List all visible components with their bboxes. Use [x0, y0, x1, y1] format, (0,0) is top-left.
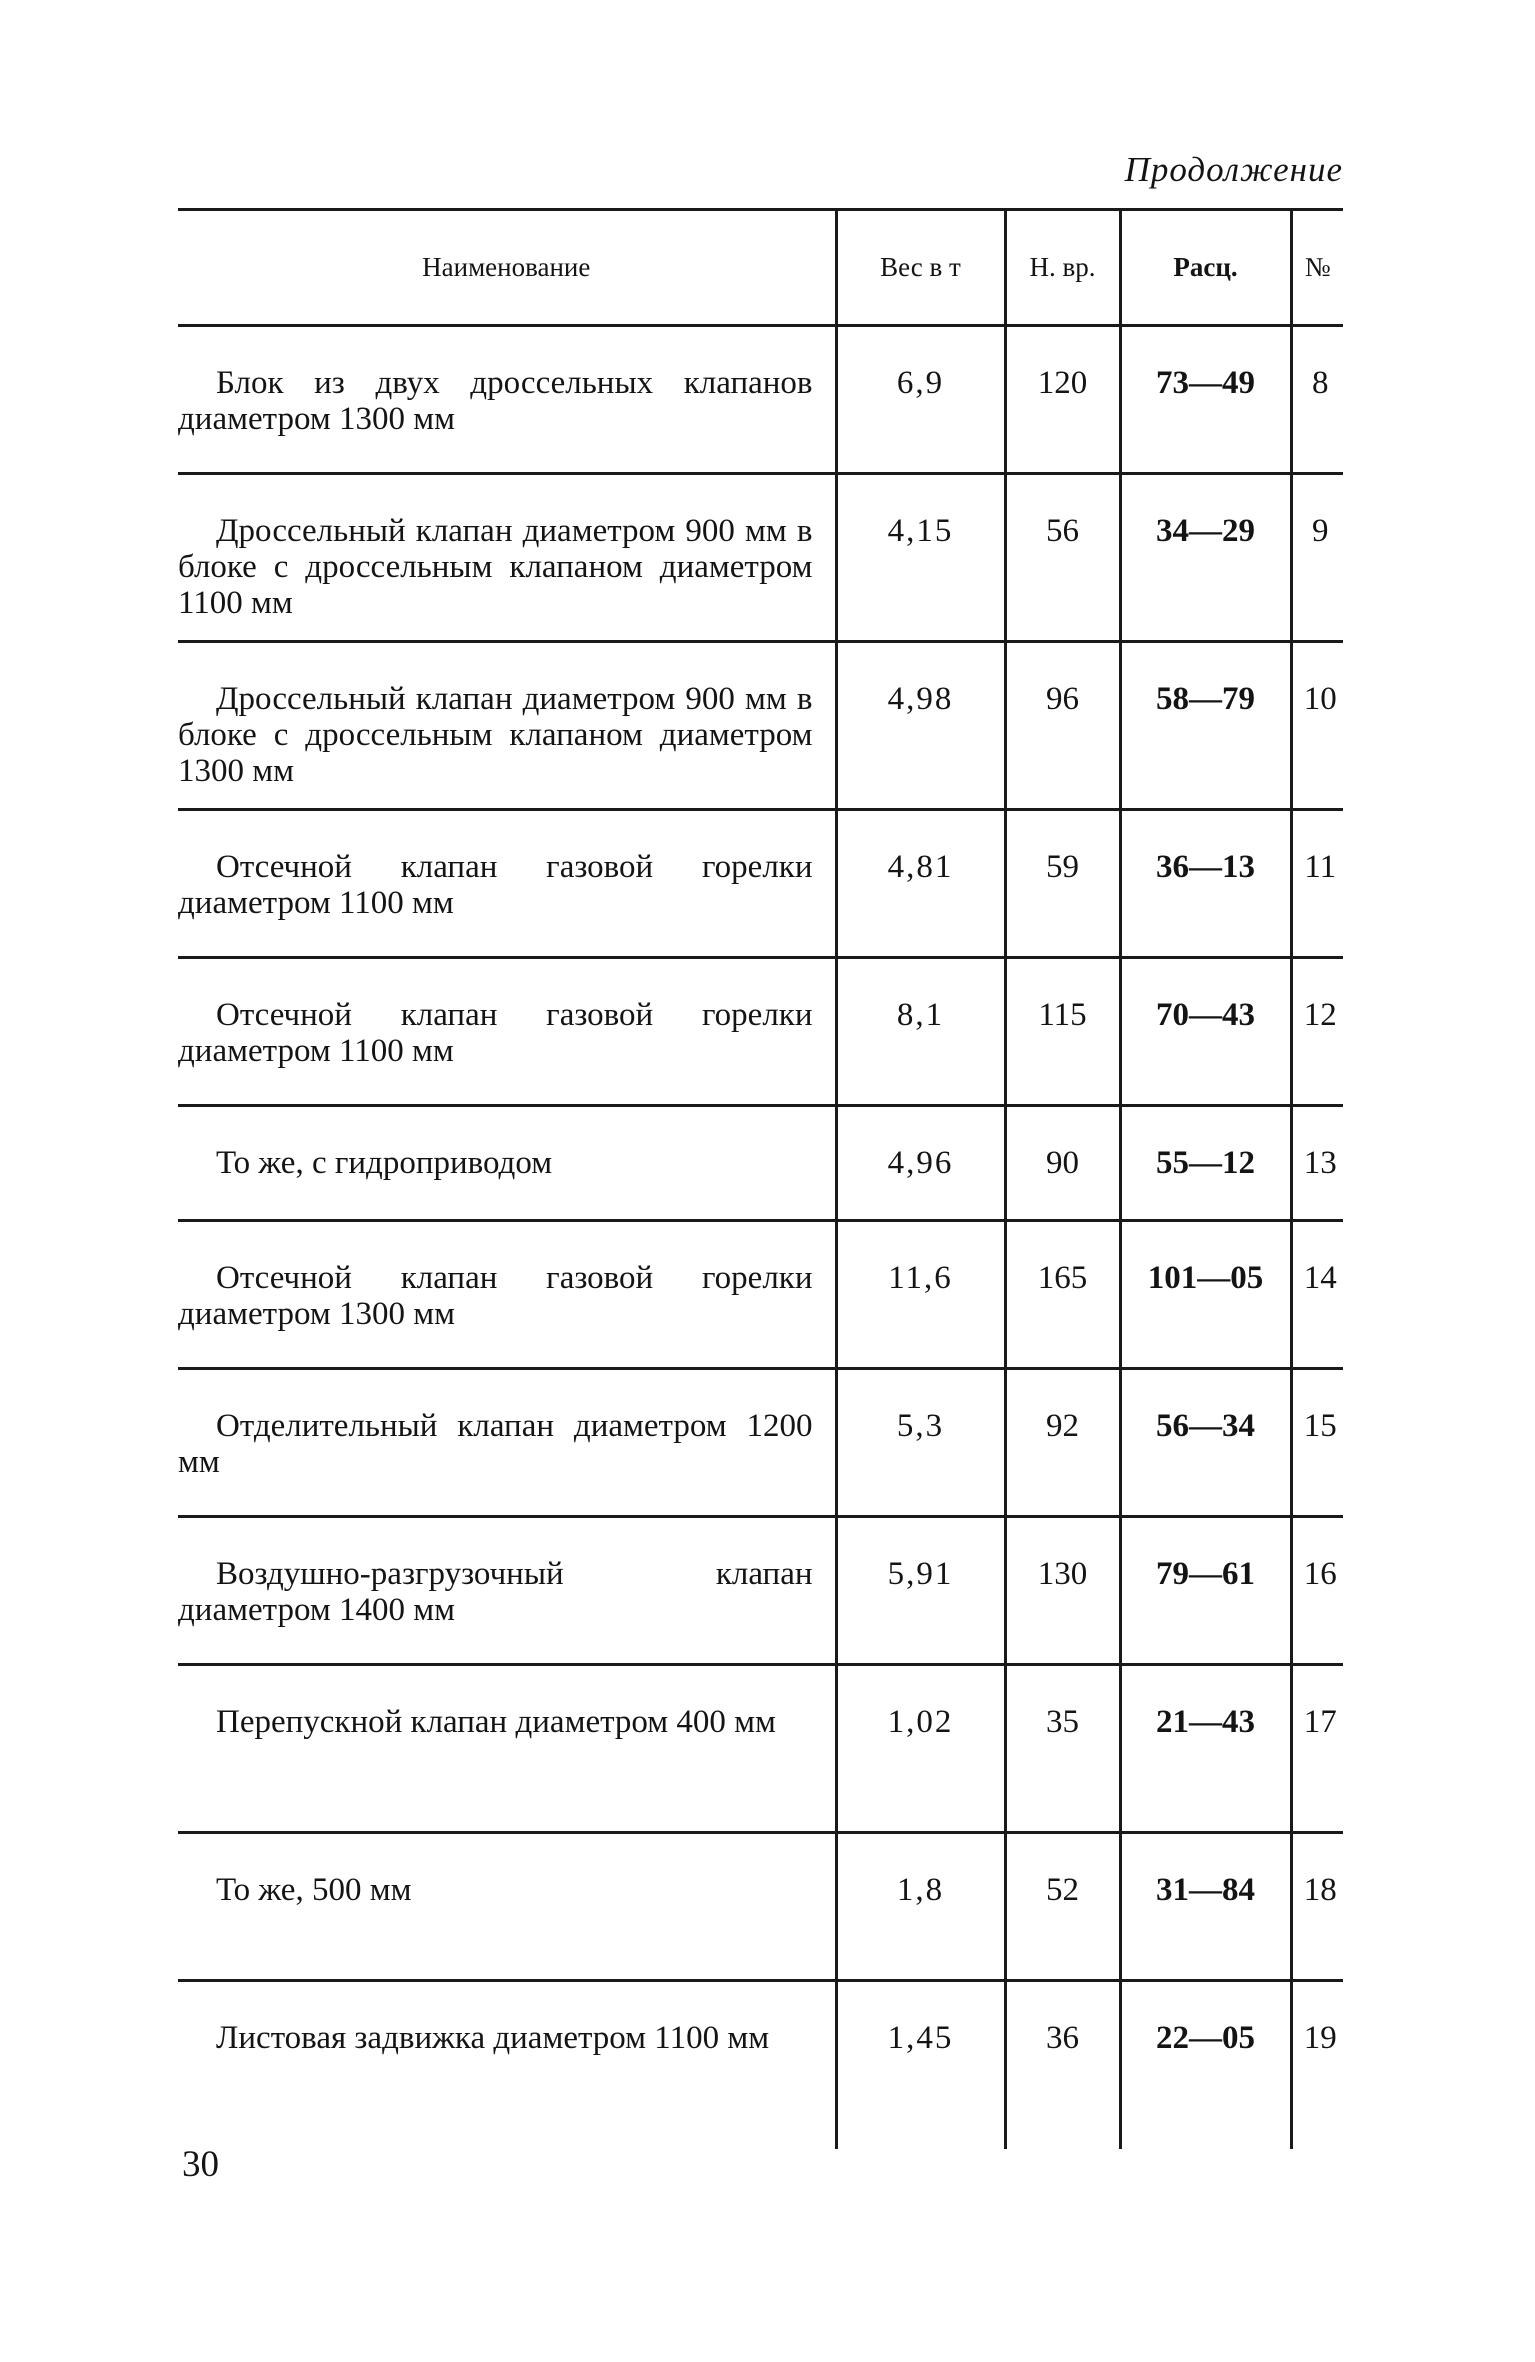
table-row [178, 1665, 1343, 1833]
row-number: 8 [1291, 326, 1343, 474]
row-name: Отсечной клапан газовой горелки диаметром 1100 мм [178, 810, 836, 958]
header-name: Наименование [178, 210, 836, 326]
row-name: То же, с гидроприводом [178, 1106, 836, 1221]
row-weight: 1,45 [836, 1981, 1005, 2149]
row-hours: 92 [1005, 1369, 1120, 1517]
row-price: 36—13 [1120, 810, 1291, 958]
header-price: Расц. [1120, 210, 1291, 326]
table-row [178, 1369, 1343, 1517]
row-hours: 56 [1005, 474, 1120, 642]
row-hours: 59 [1005, 810, 1120, 958]
header-hours: Н. вр. [1005, 210, 1120, 326]
table-row [178, 474, 1343, 642]
row-weight: 4,98 [836, 642, 1005, 810]
table-row [178, 958, 1343, 1106]
row-name: Листовая задвижка диаметром 1100 мм [178, 1981, 836, 2149]
continuation-label: Продолжение [1124, 150, 1343, 189]
row-number: 15 [1291, 1369, 1343, 1517]
row-hours: 52 [1005, 1833, 1120, 1981]
row-price: 79—61 [1120, 1517, 1291, 1665]
row-name: Дроссельный клапан диаметром 900 мм в блоке с дроссельным клапаном диаметром 1100 мм [178, 474, 836, 642]
row-number: 17 [1291, 1665, 1343, 1833]
table-row [178, 810, 1343, 958]
table-row [178, 1221, 1343, 1369]
row-number: 19 [1303, 2020, 1337, 2056]
row-number: 18 [1291, 1833, 1343, 1981]
row-weight: 4,96 [836, 1106, 1005, 1221]
row-hours: 90 [1005, 1106, 1120, 1221]
row-hours: 96 [1005, 642, 1120, 810]
row-hours: 120 [1005, 326, 1120, 474]
row-weight: 4,15 [836, 474, 1005, 642]
row-price: 101—05 [1120, 1221, 1291, 1369]
row-weight: 11,6 [836, 1221, 1005, 1369]
norms-table [178, 208, 1343, 2149]
row-price: 22—05 [1120, 1981, 1291, 2149]
row-price: 58—79 [1120, 642, 1291, 810]
row-price: 55—12 [1120, 1106, 1291, 1221]
row-weight: 1,02 [836, 1665, 1005, 1833]
row-weight: 5,3 [836, 1369, 1005, 1517]
row-price: 73—49 [1120, 326, 1291, 474]
row-name: Воздушно-разгрузочный клапан диаметром 1400 мм [178, 1517, 836, 1665]
header-weight: Вес в т [836, 210, 1005, 326]
row-price: 31—84 [1120, 1833, 1291, 1981]
row-hours: 35 [1005, 1665, 1120, 1833]
row-number: 12 [1291, 958, 1343, 1106]
row-name: Блок из двух дроссельных клапанов диаметром 1300 мм [178, 326, 836, 474]
row-number: 16 [1291, 1517, 1343, 1665]
table-row [178, 1517, 1343, 1665]
table-row [178, 1981, 1343, 2149]
row-hours: 36 [1005, 1981, 1120, 2149]
row-name: Отсечной клапан газовой горелки диаметром 1100 мм [178, 958, 836, 1106]
row-number: 14 [1291, 1221, 1343, 1369]
row-hours: 115 [1005, 958, 1120, 1106]
header-number: № [1291, 210, 1343, 326]
row-price: 56—34 [1120, 1369, 1291, 1517]
row-price: 70—43 [1120, 958, 1291, 1106]
row-number: 10 [1291, 642, 1343, 810]
table-row [178, 326, 1343, 474]
row-weight: 6,9 [836, 326, 1005, 474]
table-row [178, 1106, 1343, 1221]
row-number: 9 [1291, 474, 1343, 642]
row-number: 11 [1291, 810, 1343, 958]
row-weight: 4,81 [836, 810, 1005, 958]
row-weight: 5,91 [836, 1517, 1005, 1665]
row-hours: 165 [1005, 1221, 1120, 1369]
table-header-row [178, 210, 1343, 326]
row-hours: 130 [1005, 1517, 1120, 1665]
row-number: 13 [1291, 1106, 1343, 1221]
row-name: Дроссельный клапан диаметром 900 мм в блоке с дроссельным клапаном диаметром 1300 мм [178, 642, 836, 810]
row-name: Отделительный клапан диаметром 1200 мм [178, 1369, 836, 1517]
row-weight: 8,1 [836, 958, 1005, 1106]
row-weight: 1,8 [836, 1833, 1005, 1981]
row-name: Отсечной клапан газовой горелки диаметром 1300 мм [178, 1221, 836, 1369]
table-row [178, 1833, 1343, 1981]
row-price: 34—29 [1120, 474, 1291, 642]
table-row [178, 642, 1343, 810]
row-name: Перепускной клапан диаметром 400 мм [178, 1665, 836, 1833]
page-number: 30 [182, 2144, 219, 2185]
row-name: То же, 500 мм [178, 1833, 836, 1981]
row-price: 21—43 [1120, 1665, 1291, 1833]
